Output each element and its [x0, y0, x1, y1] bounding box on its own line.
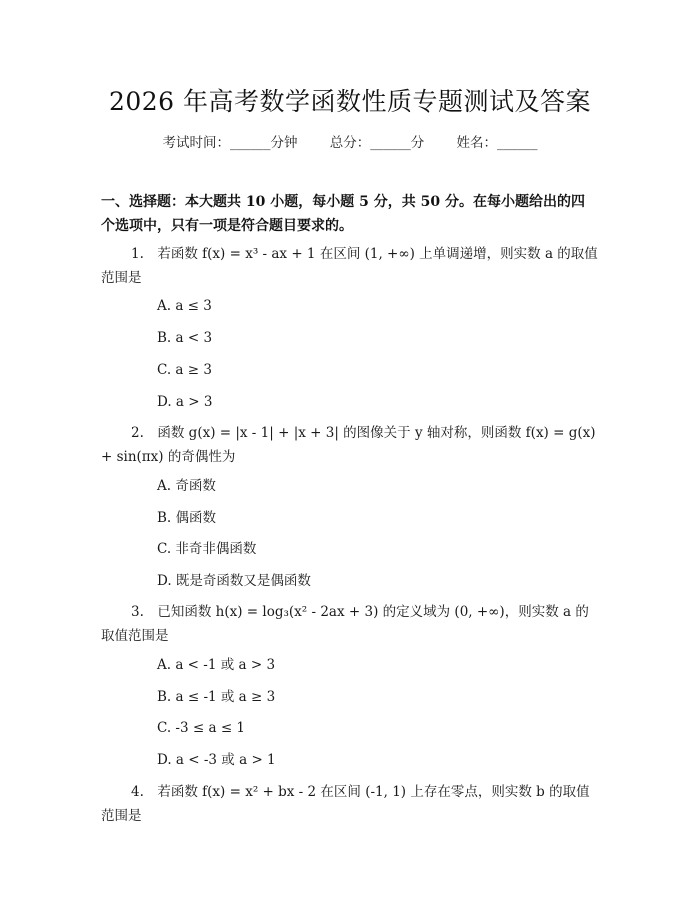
question-3-stem: 3. 已知函数 h(x) = log₃(x² - 2ax + 3) 的定义域为 (0, +∞)，则实数 a 的取值范围是: [101, 604, 589, 644]
question-2-option-b: B. 偶函数: [157, 510, 217, 526]
exam-time-field: 考试时间：______分钟: [162, 135, 298, 151]
question-2-stem: 2. 函数 g(x) = |x - 1| + |x + 3| 的图像关于 y 轴对称，则函数 f(x) = g(x) + sin(πx) 的奇偶性为: [101, 425, 596, 465]
question-2-option-a: A. 奇函数: [157, 478, 216, 494]
question-3-option-c: C. -3 ≤ a ≤ 1: [157, 720, 246, 736]
student-name-field: 姓名：______: [456, 135, 538, 151]
question-1-option-d: D. a > 3: [157, 394, 213, 410]
question-1-stem: 1. 若函数 f(x) = x³ - ax + 1 在区间 (1, +∞) 上单调递增，则实数 a 的取值范围是: [101, 246, 598, 286]
question-1-option-a: A. a ≤ 3: [157, 298, 212, 314]
question-3-option-b: B. a ≤ -1 或 a ≥ 3: [157, 689, 276, 705]
question-1-option-c: C. a ≥ 3: [157, 362, 212, 378]
question-1-option-b: B. a < 3: [157, 330, 213, 346]
question-3-option-a: A. a < -1 或 a > 3: [157, 657, 276, 673]
question-2-option-c: C. 非奇非偶函数: [157, 541, 257, 557]
question-2-option-d: D. 既是奇函数又是偶函数: [157, 573, 311, 589]
section-heading: 一、选择题：本大题共 10 小题，每小题 5 分，共 50 分。在每小题给出的四个选项中，只有一项是符合题目要求的。: [101, 194, 585, 234]
question-4-stem: 4. 若函数 f(x) = x² + bx - 2 在区间 (-1, 1) 上存在零点，则实数 b 的取值范围是: [101, 784, 590, 824]
total-score-field: 总分：______分: [329, 135, 425, 151]
document-title: 2026 年高考数学函数性质专题测试及答案: [108, 87, 592, 116]
exam-meta-line: [0, 131, 700, 151]
question-3-option-d: D. a < -3 或 a > 1: [157, 752, 276, 768]
